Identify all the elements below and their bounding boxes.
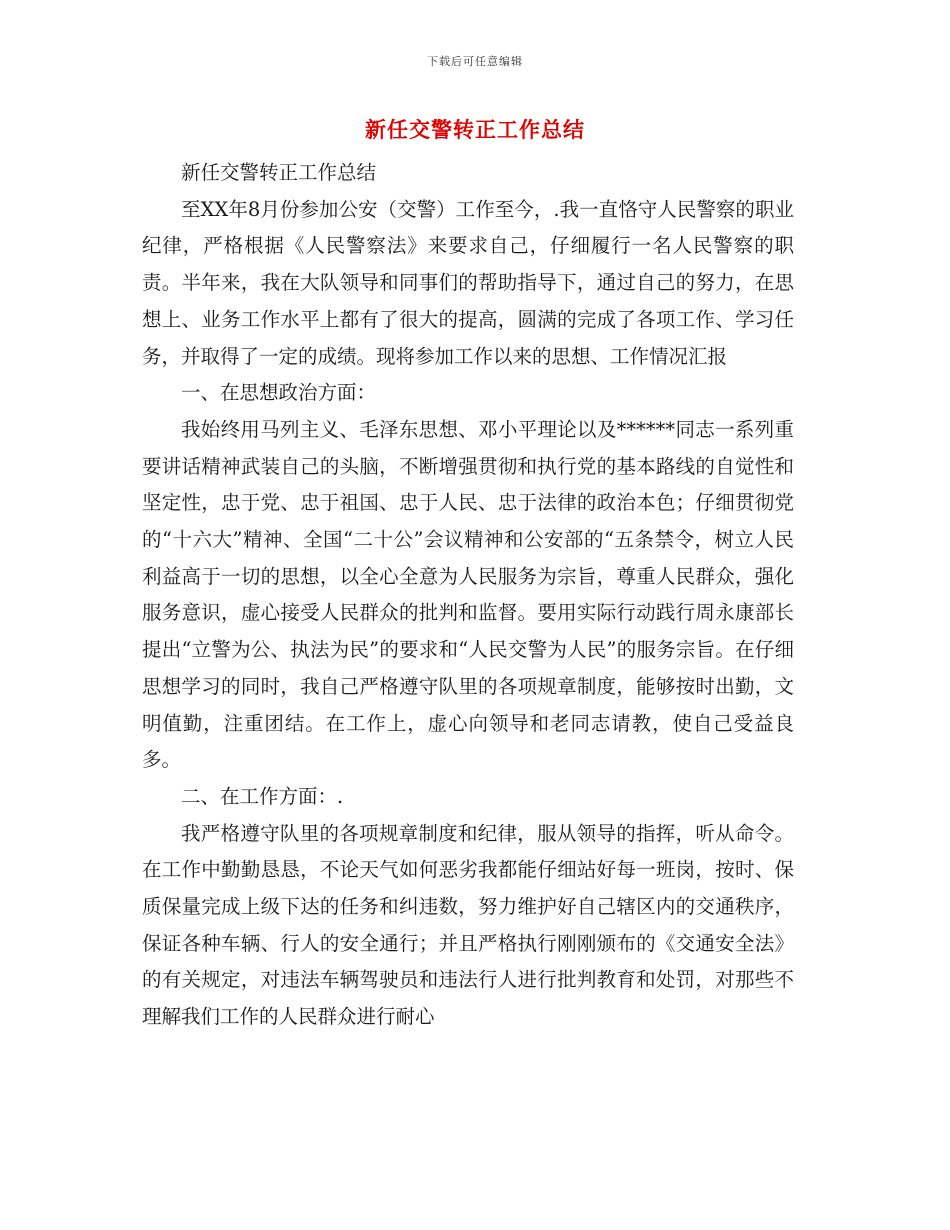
document-body (142, 155, 794, 1036)
paragraph-intro: 至XX年8月份参加公安（交警）工作至今，.我一直恪守人民警察的职业纪律，严格根据《人民警察法》来要求自己，仔细履行一名人民警察的职责。半年来，我在大队领导和同事们的帮助指导下，通过自己的努力，在思想上、业务工作水平上都有了很大的提高，圆满的完成了各项工作、学习任务，并取得了一定的成绩。现将参加工作以来的思想、工作情况汇报 (142, 197, 794, 368)
paragraph-work: 我严格遵守队里的各项规章制度和纪律，服从领导的指挥，听从命令。在工作中勤勤恳恳，不论天气如何恶劣我都能仔细站好每一班岗，按时、保质保量完成上级下达的任务和纠违数，努力维护好自己辖区内的交通秩序，保证各种车辆、行人的安全通行；并且严格执行刚刚颁布的《交通安全法》的有关规定，对违法车辆驾驶员和违法行人进行批判教育和处罚，对那些不理解我们工作的人民群众进行耐心 (142, 821, 794, 1029)
header-note: 下载后可任意编辑 (427, 55, 523, 68)
document-title: 新任交警转正工作总结 (365, 117, 585, 142)
section-heading-work: 二、在工作方面：. (181, 784, 344, 808)
paragraph-political: 我始终用马列主义、毛泽东思想、邓小平理论以及******同志一系列重要讲话精神武装自己的头脑，不断增强贯彻和执行党的基本路线的自觉性和坚定性，忠于党、忠于祖国、忠于人民、忠于法律的政治本色；仔细贯彻党的“十六大”精神、全国“二十公”会议精神和公安部的“五条禁令，树立人民利益高于一切的思想，以全心全意为人民服务为宗旨，尊重人民群众，强化服务意识，虚心接受人民群众的批判和监督。要用实际行动践行周永康部长提出“立警为公、执法为民”的要求和“人民交警为人民”的服务宗旨。在仔细思想学习的同时，我自己严格遵守队里的各项规章制度，能够按时出勤，文明值勤，注重团结。在工作上，虚心向领导和老同志请教，使自己受益良多。 (142, 417, 794, 772)
paragraph-subtitle: 新任交警转正工作总结 (181, 161, 377, 184)
section-heading-political: 一、在思想政治方面： (181, 381, 377, 405)
